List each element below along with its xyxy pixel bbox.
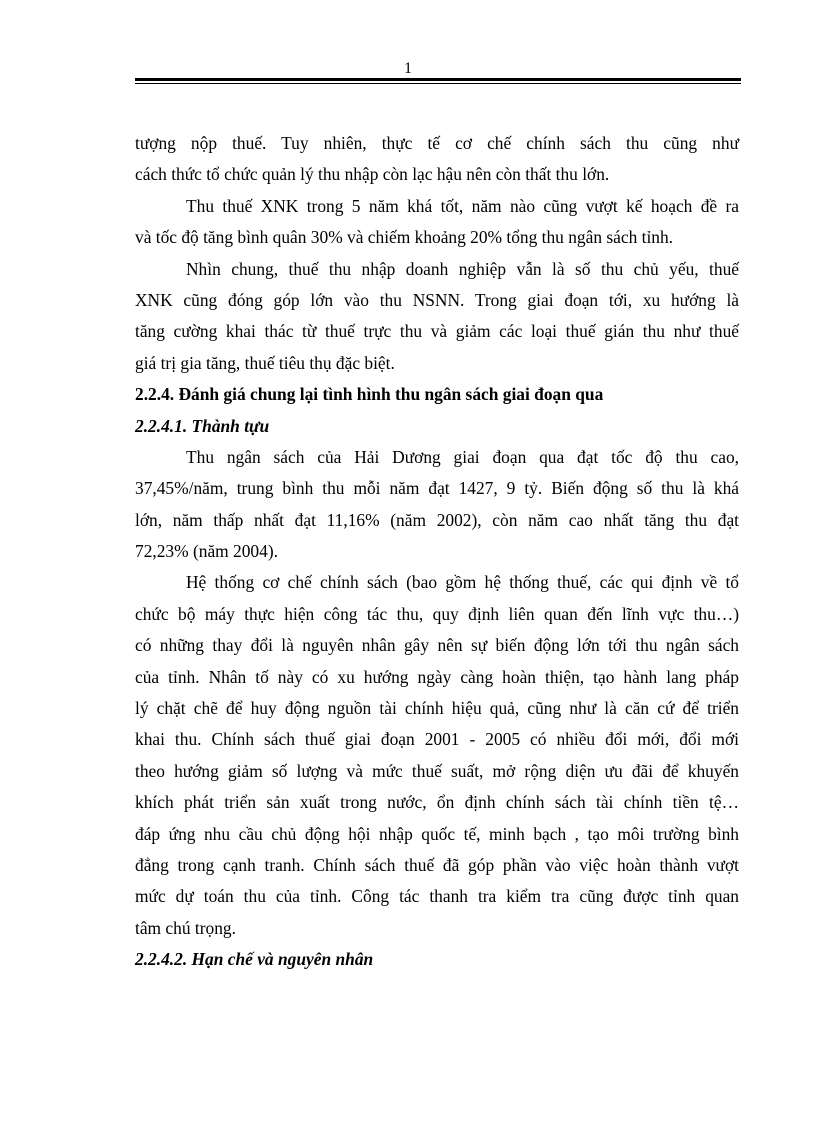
text-line: tăng cường khai thác từ thuế trực thu và giảm các loại thuế gián thu như thuế [135, 321, 739, 342]
header-rule-thin [135, 83, 741, 84]
subsection-heading: 2.2.4.1. Thành tựu [135, 415, 270, 436]
paragraph [135, 254, 739, 380]
text-line: 37,45%/năm, trung bình thu mỗi năm đạt 1427, 9 tỷ. Biến động số thu là khá [135, 478, 739, 499]
text-line: tượng nộp thuế. Tuy nhiên, thực tế cơ chế chính sách thu cũng như [135, 133, 739, 153]
paragraph [135, 442, 739, 568]
text-line: 72,23% (năm 2004). [135, 541, 278, 562]
text-line: mức dự toán thu của tỉnh. Công tác thanh tra kiểm tra cũng được tỉnh quan [135, 886, 739, 907]
text-line: chức bộ máy thực hiện công tác thu, quy định liên quan đến lĩnh vực thu…) [135, 603, 739, 624]
page-number: 1 [404, 60, 412, 77]
subsection-heading: 2.2.4.2. Hạn chế và nguyên nhân [135, 949, 374, 970]
text-line: Nhìn chung, thuế thu nhập doanh nghiệp vẫn là số thu chủ yếu, thuế [186, 258, 739, 279]
section-heading: 2.2.4. Đánh giá chung lại tình hình thu ngân sách giai đoạn qua [135, 384, 604, 405]
text-line: khích phát triển sản xuất trong nước, ổn định chính sách tài chính tiền tệ… [135, 792, 739, 813]
text-line: theo hướng giảm số lượng và mức thuế suất, mở rộng diện ưu đãi để khuyến [135, 760, 739, 781]
text-line: XNK cũng đóng góp lớn vào thu NSNN. Trong giai đoạn tới, xu hướng là [135, 289, 739, 310]
text-line: Thu thuế XNK trong 5 năm khá tốt, năm nào cũng vượt kế hoạch đề ra [186, 195, 739, 216]
text-line: lớn, năm thấp nhất đạt 11,16% (năm 2002), còn năm cao nhất tăng thu đạt [135, 509, 739, 530]
text-line: của tỉnh. Nhân tố này có xu hướng ngày càng hoàn thiện, tạo hành lang pháp [135, 666, 739, 687]
text-line: có những thay đổi là nguyên nhân gây nên sự biến động lớn tới thu ngân sách [135, 635, 739, 656]
paragraph [135, 191, 739, 254]
text-line: đáp ứng nhu cầu chủ động hội nhập quốc tế, minh bạch , tạo môi trường bình [135, 823, 739, 844]
paragraph [135, 128, 739, 191]
text-line: khai thu. Chính sách thuế giai đoạn 2001 - 2005 có nhiều đổi mới, đổi mới [135, 729, 739, 750]
text-line: Thu ngân sách của Hải Dương giai đoạn qua đạt tốc độ thu cao, [186, 446, 739, 467]
text-line: giá trị gia tăng, thuế tiêu thụ đặc biệt. [135, 352, 395, 373]
text-line: đẳng trong cạnh tranh. Chính sách thuế đã góp phần vào việc hoàn thành vượt [135, 854, 739, 875]
text-line: lý chặt chẽ để huy động nguồn tài chính hiệu quả, cũng như là căn cứ để triển [135, 698, 739, 719]
text-line: tâm chú trọng. [135, 917, 236, 938]
header-rule-thick [135, 78, 741, 81]
text-line: cách thức tổ chức quản lý thu nhập còn lạc hậu nên còn thất thu lớn. [135, 164, 610, 185]
text-line: và tốc độ tăng bình quân 30% và chiếm khoảng 20% tổng thu ngân sách tỉnh. [135, 227, 674, 248]
text-line: Hệ thống cơ chế chính sách (bao gồm hệ thống thuế, các qui định về tổ [186, 572, 739, 593]
document-body [135, 128, 739, 976]
paragraph [135, 567, 739, 944]
